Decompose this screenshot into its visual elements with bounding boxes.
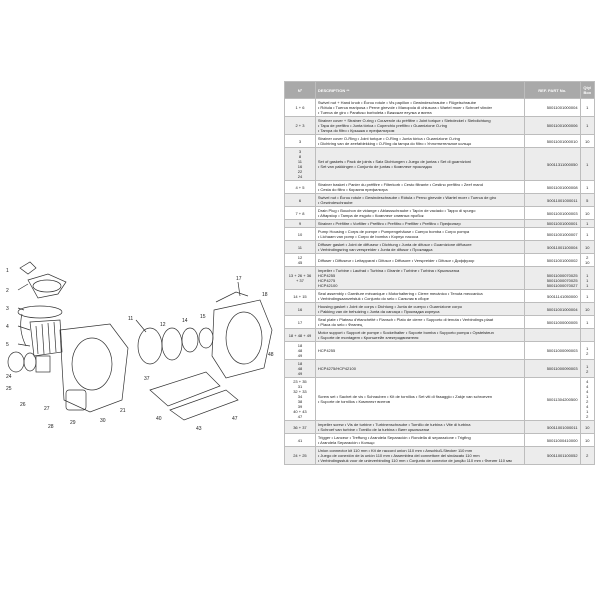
table-row [285,117,595,135]
ref-part-no-cell: 50011001100052 [524,447,580,465]
description-cell: Trigger • Lanceur • Treffung • Arandela Separación • Rondella di separazione • Trigfing • Arandela Separación • Кольцо [315,434,524,447]
table-row [285,267,595,290]
table-row [285,434,595,447]
ref-part-no-cell: 50011001000007 [524,228,580,241]
ref-part-no-cell: 50011001000003 [524,207,580,220]
ref-part-no-cell: 50011000090003 [524,360,580,378]
description-cell: Swivel nut + Hand knob • Écrou rotule • Vis papillon • Gewindeschraube • Flügelschraube • Rótula • Tuerca mariposa • Perne girevole • Manopola di chiusura • Wartel moer • Schroef vlinder • Tuerca de giro • Parafuso borboleta • Вижсжат втулка и винта [315,99,524,117]
description-cell: Strainer cover + Strainer O-ring • Couvercle du préfiltre • Joint torique • Siebdeckel • Siebdichtung • Tapa de prefiltro • Junta tórica • Coperchio prefiltro • Guarnizione O-ring • Tampa do filtro • Крышка с префильтром [315,117,524,135]
ref-part-no-cell: 50011000000005 [524,316,580,329]
qty-cell: 1 [580,148,594,181]
ref-part-no-cell: 50011141050000 [524,290,580,303]
description-cell: Swivel nut • Écrou rotule • Gewindeschraube • Rótula • Perno girevole • Wartel moer • Tuerca de giro • Gewindeschraube [315,194,524,207]
description-cell: Strainer cover O-Ring • Joint torique • O-Ring • Junta tórica • Guarnizione O-ring • Dichtring van de zeefafdekking • O-Ring da tampa do filtro • Уплотнительное кольцо [315,135,524,148]
svg-text:5: 5 [6,342,9,348]
table-row [285,148,595,181]
description-cell: Diffuser • Diffuseur • Leitapparat • Difusor • Diffusore • Verspreider • Difusor • Диффузор [315,254,524,267]
table-row [285,207,595,220]
qty-cell: 1 [580,117,594,135]
header-ref-part-no: REF. PART No. [524,82,580,99]
svg-text:48: 48 [268,352,274,358]
part-number-cell: 18 + 48 + 49 [285,329,316,342]
ref-part-no-cell: 50011001000008 [524,181,580,194]
qty-cell: 1 [580,181,594,194]
part-number-cell: 18 48 49 [285,342,316,360]
qty-cell: 1 [580,99,594,117]
table-row [285,378,595,421]
ref-part-no-cell: 50011001000010 [524,135,580,148]
ref-part-no-cell: 50011311000050 [524,148,580,181]
table-row [285,228,595,241]
svg-text:14: 14 [182,318,188,324]
ref-part-no-cell [524,329,580,342]
ref-part-no-cell: 50011001000006 [524,117,580,135]
part-number-cell: 17 [285,316,316,329]
qty-cell: 10 [580,207,594,220]
svg-text:43: 43 [196,426,202,432]
description-cell: Seal plate • Plateau d'étanchéité • Flansch • Plato de cierre • Supporto di tenuta • Verbindings plaat • Placa do selo • Фланец [315,316,524,329]
part-number-cell: 6 [285,194,316,207]
part-number-cell: 16 [285,303,316,316]
svg-text:4: 4 [6,324,9,330]
part-number-cell: 4 + 5 [285,181,316,194]
qty-cell: 1 [580,220,594,228]
ref-part-no-cell: 50011000410000 [524,434,580,447]
description-cell: HCP4255 [315,342,524,360]
description-cell: Screw set • Sachet de vis • Schrauben • Kit de tornillos • Set viti di fissaggio • Zakje van schroeven • Suporte de tornillos • Комплект винтов [315,378,524,421]
ref-part-no-cell: 50011000090003 [524,342,580,360]
table-row [285,447,595,465]
table-row [285,290,595,303]
qty-cell: 2 [580,447,594,465]
table-row [285,316,595,329]
qty-cell: 1 [580,290,594,303]
description-cell: Diffuser gasket • Joint de diffuseur • Dichtung • Junta de difusor • Guarnizione diffusore • Verbindingsring van verspreider • Junta de difusor • Прокладка [315,241,524,254]
table-row [285,241,595,254]
table-row [285,360,595,378]
svg-text:37: 37 [144,376,150,382]
part-number-cell: 3 [285,135,316,148]
qty-cell: 4 4 4 1 2 4 1 2 [580,378,594,421]
description-cell: Pump Housing • Corps de pompe • Pumpengehäuse • Cuerpo bomba • Corpo pompa • Lichaam van pomp • Corpo de bomba • Корпус насоса [315,228,524,241]
ref-part-no-cell: 50011001000002 [524,254,580,267]
table-row [285,181,595,194]
svg-text:3: 3 [6,306,9,312]
part-number-cell: 41 [285,434,316,447]
ref-part-no-cell: 50011001000004 [524,303,580,316]
ref-part-no-cell: 50011000070025 50011000070025 50011000070027 [524,267,580,290]
header-description: DESCRIPTION ** [315,82,524,99]
table-row [285,135,595,148]
svg-text:30: 30 [100,418,106,424]
parts-table [284,81,595,465]
qty-cell: 10 [580,135,594,148]
svg-text:26: 26 [20,402,26,408]
table-header-row [285,82,595,99]
svg-text:2: 2 [6,288,9,294]
table-row [285,303,595,316]
description-cell: Motor support • Support de pompe • Sockelhalter • Soporte bomba • Supporto pompa • Opstelsteun • Suporte de montagem • Кронштейн электродвигателя [315,329,524,342]
qty-cell: 10 [580,241,594,254]
description-cell: Impeller • Turbine • Laufrad • Turbina • Girante • Turbine • Turbina • Крыльчатка HCP4255 HCP4275 HCP42100 [315,267,524,290]
qty-cell: 1 2 [580,342,594,360]
part-number-cell: 36 + 37 [285,421,316,434]
qty-cell: 5 [580,194,594,207]
part-number-cell: 3 8 11 16 22 24 [285,148,316,181]
description-cell: Impeller screw • Vis de turbine • Turbinenschraube • Tornillo de turbina • Vite di turbina • Schroef van turbine • Tornillo de la turbina • Винт крыльчатки [315,421,524,434]
svg-text:21: 21 [120,408,126,414]
qty-cell: 10 [580,303,594,316]
description-cell: Strainer basket • Panier du préfiltre • Filterkorb • Cesto filtrante • Cestino prefiltro • Zeef mand • Cesta do filtro • Корзина префильтра [315,181,524,194]
part-number-cell: 9 [285,220,316,228]
part-number-cell: 14 + 15 [285,290,316,303]
part-number-cell: 13 + 26 + 36 + 37 [285,267,316,290]
table-row [285,99,595,117]
ref-part-no-cell: 50011001000011 [524,421,580,434]
qty-cell: 2 10 [580,254,594,267]
part-number-cell: 7 + 8 [285,207,316,220]
svg-text:29: 29 [70,420,76,426]
table-row [285,254,595,267]
ref-part-no-cell: 50011304200500 [524,378,580,421]
ref-part-no-cell: 50011001000011 [524,194,580,207]
callout-numbers [6,268,274,432]
svg-text:25: 25 [6,386,12,392]
svg-text:17: 17 [236,276,242,282]
svg-text:47: 47 [232,416,238,422]
part-number-cell: 10 [285,228,316,241]
svg-text:11: 11 [128,316,134,322]
qty-cell: 1 [580,316,594,329]
part-number-cell: 23 + 35 31 32 + 33 34 38 39 40 + 43 47 [285,378,316,421]
svg-text:27: 27 [44,406,50,412]
svg-text:40: 40 [156,416,162,422]
description-cell: Set of gaskets • Pack de joints • Satz Dichtungen • Juego de juntas • Set di guarnizioni • Set van pakkingen • Conjunto de juntas • Комплект прокладок [315,148,524,181]
svg-text:18: 18 [262,292,268,298]
ref-part-no-cell: 50011001000004 [524,99,580,117]
table-row [285,421,595,434]
svg-text:12: 12 [160,322,166,328]
qty-cell: 1 [580,228,594,241]
ref-part-no-cell: 50011001000001 [524,220,580,228]
description-cell: Strainer • Préfiltre • Vorfilter • Prefiltro • Prefiltro • Prefilter • Prefiltro • Префильтр [315,220,524,228]
svg-text:24: 24 [6,374,12,380]
svg-text:15: 15 [200,314,206,320]
part-number-cell: 18 48 49 [285,360,316,378]
table-row [285,194,595,207]
qty-cell: 10 [580,421,594,434]
part-number-cell: 24 + 25 [285,447,316,465]
description-cell: Drain Plug • Bouchon de vidange • Ablassschraube • Tapón de vaciado • Tappo di spurgo • Aftapstop • Tampa de esgoto • Комплект сливных пробок [315,207,524,220]
svg-text:28: 28 [48,424,54,430]
description-cell: HCP4275/HCP42100 [315,360,524,378]
qty-cell: 10 [580,434,594,447]
description-cell: Housing gasket • Joint de corps • Dichtung • Junta de cuerpo • Guarnizione corpo • Pakking van de behuizing • Junta da carcaça • Прокладка корпуса [315,303,524,316]
part-number-cell: 11 [285,241,316,254]
description-cell: Seal assembly • Garniture mécanique • Motorhaltering • Cierre mecánico • Tenuta meccanica • Verbindingsaanzetstuk • Conjunto do selo • Сальник в сборе [315,290,524,303]
header-qty-box: Qty/ Box [580,82,594,99]
qty-cell: 1 2 [580,360,594,378]
table-row [285,329,595,342]
exploded-pump-diagram [0,260,282,440]
table-row [285,342,595,360]
qty-cell: 1 1 1 [580,267,594,290]
parts-table-body [285,99,595,465]
ref-part-no-cell: 50011001100004 [524,241,580,254]
table-row [285,220,595,228]
part-number-cell: 12 45 [285,254,316,267]
header-number: Nº [285,82,316,99]
part-number-cell: 1 + 6 [285,99,316,117]
qty-cell [580,329,594,342]
part-number-cell: 2 + 3 [285,117,316,135]
svg-text:1: 1 [6,268,9,274]
description-cell: Union connector kit 110 mm • Kit de raccord union 110 mm • Anschluß-Stecker 110 mm • Juego de conexión de la unión 110 mm • Assemblea del connettore del sindacato 110 mm • Verbindingsstuk voor de unieverbinding 110 mm • Conjunto de conector de junção 110 mm • Фитинг 110 мм [315,447,524,465]
